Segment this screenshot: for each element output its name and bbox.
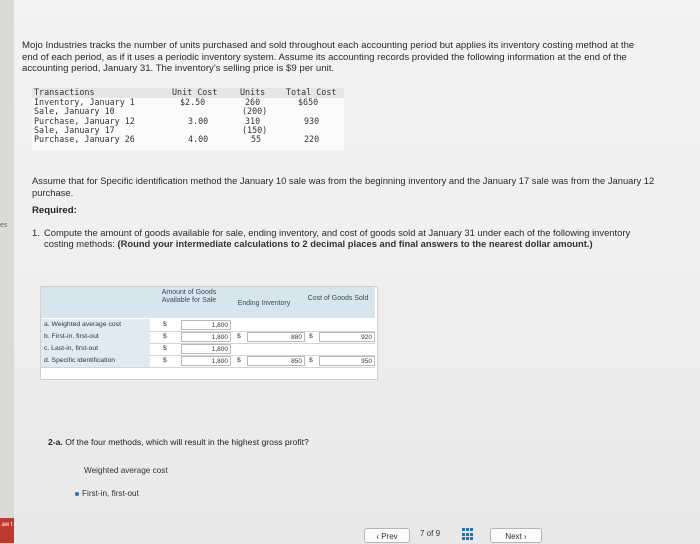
available-input[interactable]: 1,800	[181, 356, 231, 366]
tx-row-label: Purchase, January 12	[34, 116, 135, 126]
dollar-sign: $	[237, 333, 241, 340]
problem-intro: Mojo Industries tracks the number of units purchased and sold throughout each accounting period but applies its inventory costing method at the end of each period, as if it uses a periodic inventory system. Assume its accounting records provided the following information at the end of the accounting period, January 31. The inventory's selling price is $9 per unit.	[22, 40, 635, 74]
tx-row-units: 310	[245, 116, 261, 126]
question-2a	[48, 437, 309, 447]
option-label: Weighted average cost	[84, 466, 168, 475]
dollar-sign: $	[163, 345, 167, 352]
prev-label: Prev	[381, 532, 398, 541]
tx-row-label: Inventory, January 1	[34, 97, 135, 107]
page-indicator	[420, 529, 440, 538]
dollar-sign: $	[237, 357, 241, 364]
cogs-input[interactable]: 950	[319, 356, 375, 366]
prev-button[interactable]	[364, 528, 410, 543]
row-label-specific-identification: d. Specific identification	[41, 355, 150, 367]
ending-input[interactable]: 850	[247, 356, 305, 366]
next-button[interactable]	[490, 528, 542, 543]
table-row	[41, 319, 375, 332]
row-label-fifo: b. First-in, first-out	[41, 331, 150, 343]
total-pages: 9	[435, 529, 441, 538]
tx-row-total: $650	[298, 97, 319, 107]
available-input[interactable]: 1,800	[181, 332, 231, 342]
tx-header-transactions: Transactions	[34, 87, 95, 97]
col-header-ending: Ending Inventory	[237, 300, 291, 307]
option-fifo[interactable]	[75, 489, 139, 498]
sidebar-tag: es	[0, 222, 8, 229]
tx-row-unit-cost: $2.50	[180, 97, 206, 107]
option-label: First-in, first-out	[82, 489, 139, 498]
dollar-sign: $	[163, 321, 167, 328]
tx-row-label: Sale, January 10	[34, 106, 115, 116]
question-2a-text: Of the four methods, which will result in the highest gross profit?	[65, 437, 309, 447]
table-row	[41, 343, 375, 356]
next-label: Next	[505, 532, 522, 541]
dollar-sign: $	[309, 333, 313, 340]
available-input[interactable]: 1,800	[181, 344, 231, 354]
tx-row-label: Sale, January 17	[34, 125, 115, 135]
tx-header-units: Units	[240, 87, 266, 97]
question-1-text	[44, 227, 644, 249]
grid-menu-icon[interactable]	[462, 528, 475, 541]
table-row	[41, 331, 375, 344]
chevron-right-icon: ›	[524, 532, 527, 541]
tx-row-total: 930	[304, 116, 320, 126]
current-page: 7	[420, 529, 425, 538]
assumption-note: Assume that for Specific identification method the January 10 sale was from the beginning inventory and the January 17 sale was from the January 12 purchase.	[32, 175, 655, 198]
question-1-number: 1.	[32, 227, 40, 238]
ending-input[interactable]: 880	[247, 332, 305, 342]
col-header-cogs: Cost of Goods Sold	[307, 295, 369, 302]
row-label-lifo: c. Last-in, first-out	[41, 343, 150, 355]
required-heading: Required:	[32, 205, 77, 216]
row-label-weighted-average: a. Weighted average cost	[41, 319, 150, 331]
tx-row-units: 260	[245, 97, 261, 107]
tx-row-label: Purchase, January 26	[34, 134, 135, 144]
cogs-input[interactable]: 920	[319, 332, 375, 342]
table-row	[41, 355, 375, 368]
question-2a-number: 2-a.	[48, 437, 63, 447]
question-1-body: Compute the amount of goods available for sale, ending inventory, and cost of goods sold at January 31 under each of the following inventory costing methods:	[44, 227, 631, 249]
question-1-instruction: (Round your intermediate calculations to 2 decimal places and final answers to the nearest dollar amount.)	[117, 238, 593, 249]
tx-row-units: (150)	[242, 125, 268, 135]
available-input[interactable]: 1,800	[181, 320, 231, 330]
tx-row-units: 55	[251, 134, 262, 144]
tx-row-total: 220	[304, 134, 320, 144]
dollar-sign: $	[309, 357, 313, 364]
dollar-sign: $	[163, 357, 167, 364]
tx-row-unit-cost: 3.00	[188, 116, 209, 126]
tx-header-total-cost: Total Cost	[286, 87, 337, 97]
chevron-left-icon: ‹	[376, 532, 379, 541]
option-weighted-average[interactable]	[84, 466, 168, 475]
left-sidebar-strip	[0, 0, 14, 543]
tx-row-units: (200)	[242, 106, 268, 116]
page-of: of	[426, 529, 434, 538]
dollar-sign: $	[163, 333, 167, 340]
col-header-available: Amount of Goods Available for Sale	[161, 289, 217, 304]
tx-header-unit-cost: Unit Cost	[172, 87, 218, 97]
sidebar-badge[interactable]: aw t	[0, 518, 14, 543]
radio-dot-icon[interactable]	[75, 492, 79, 496]
tx-row-unit-cost: 4.00	[188, 134, 209, 144]
